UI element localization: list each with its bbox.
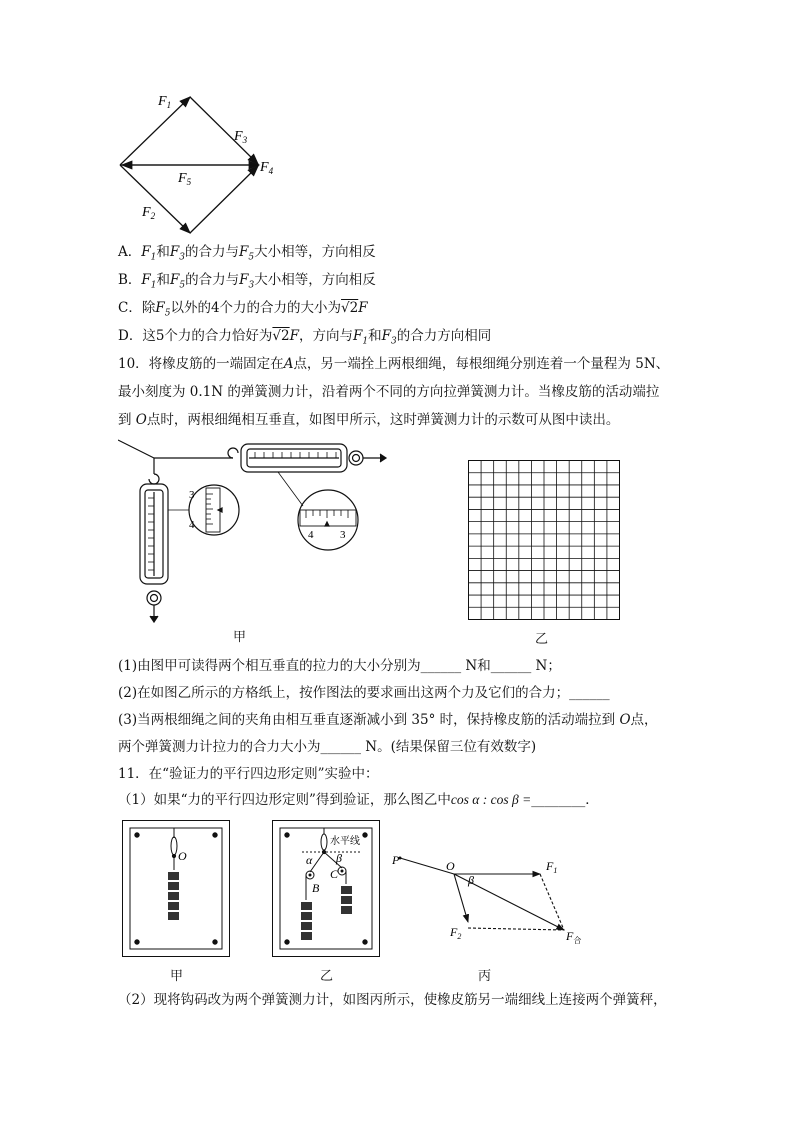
q10-sub3: (3)当两根细绳之间的夹角由相互垂直逐渐减小到 35° 时，保持橡皮筋的活动端拉到 O点，: [118, 712, 658, 728]
option-c: C．除$F_5$以外的4个力的合力的大小为√2F: [118, 300, 368, 319]
fig11-jia-caption: 甲: [170, 969, 184, 984]
label-alpha: α: [306, 853, 313, 867]
q11-line1: 11．在“验证力的平行四边形定则”实验中：: [118, 766, 379, 782]
label-c: C: [330, 867, 339, 881]
option-a: A．$F_1$和$F_3$的合力与$F_5$大小相等，方向相反: [118, 244, 376, 263]
q10-sub1: (1)由图甲可读得两个相互垂直的拉力的大小分别为______ N和______ N；: [118, 658, 561, 674]
fig-yi-caption: 乙: [535, 632, 549, 647]
parallelogram-diagram: [388, 848, 588, 948]
label-beta-bing: β: [468, 873, 474, 887]
q10-sub3-line2: 两个弹簧测力计拉力的合力大小为______ N。(结果保留三位有效数字): [118, 739, 537, 755]
option-b: B．$F_1$和$F_5$的合力与$F_3$大小相等，方向相反: [118, 272, 376, 291]
label-f5: $F_5$: [178, 171, 192, 187]
vector-f3: [190, 97, 258, 164]
label-p: P: [392, 853, 400, 867]
grid-paper: [468, 460, 620, 620]
q11-sub1: （1）如果“力的平行四边形定则”得到验证，那么图乙中cos α : cos β =________．: [118, 792, 599, 808]
fig11-bing-caption: 丙: [478, 969, 492, 984]
force-vector-diagram: [110, 88, 290, 238]
spring-scale-figure: [118, 436, 398, 631]
label-f1-bing: $F_1$: [546, 859, 558, 875]
vector-f2-to-f4: [190, 166, 258, 233]
label-f2-bing: $F_2$: [450, 925, 462, 941]
q10-line3: 到 O点时，两根细绳相互垂直，如图甲所示，这时弹簧测力计的示数可从图中读出。: [118, 412, 620, 428]
label-fhe-bing: $F_合$: [566, 929, 582, 945]
board-jia: [122, 820, 232, 960]
option-d: D．这5个力的合力恰好为√2F，方向与$F_1$和$F_3$的合力方向相同: [118, 328, 492, 347]
board-yi: [272, 820, 382, 960]
vscale-num-3: 3: [189, 489, 195, 501]
label-o-bing: O: [446, 859, 455, 873]
label-f1: $F_1$: [158, 94, 172, 110]
label-b: B: [312, 881, 320, 895]
q11-sub2: （2）现将钩码改为两个弹簧测力计，如图丙所示，使橡皮筋另一端细线上连接两个弹簧秤，: [118, 992, 667, 1008]
fig-jia-caption: 甲: [233, 630, 247, 645]
hscale-num-3: 3: [340, 529, 346, 541]
label-horizontal: 水平线: [330, 836, 360, 847]
q10-sub2: (2)在如图乙所示的方格纸上，按作图法的要求画出这两个力及它们的合力；______: [118, 685, 610, 701]
label-f2: $F_2$: [142, 205, 156, 221]
vscale-num-4: 4: [189, 519, 195, 531]
fig11-yi-caption: 乙: [320, 969, 334, 984]
label-f4: $F_4$: [260, 160, 274, 176]
q10-line2: 最小刻度为 0.1N 的弹簧测力计，沿着两个不同的方向拉弹簧测力计。当橡皮筋的活动端拉: [118, 384, 660, 400]
hscale-num-4: 4: [308, 529, 314, 541]
label-beta: β: [336, 851, 342, 865]
label-f3: $F_3$: [234, 129, 248, 145]
label-o-jia: O: [178, 849, 187, 863]
q10-line1: 10．将橡皮筋的一端固定在A点，另一端拴上两根细绳，每根细绳分别连着一个量程为 5N、: [118, 356, 670, 372]
vector-f1: [120, 97, 190, 165]
